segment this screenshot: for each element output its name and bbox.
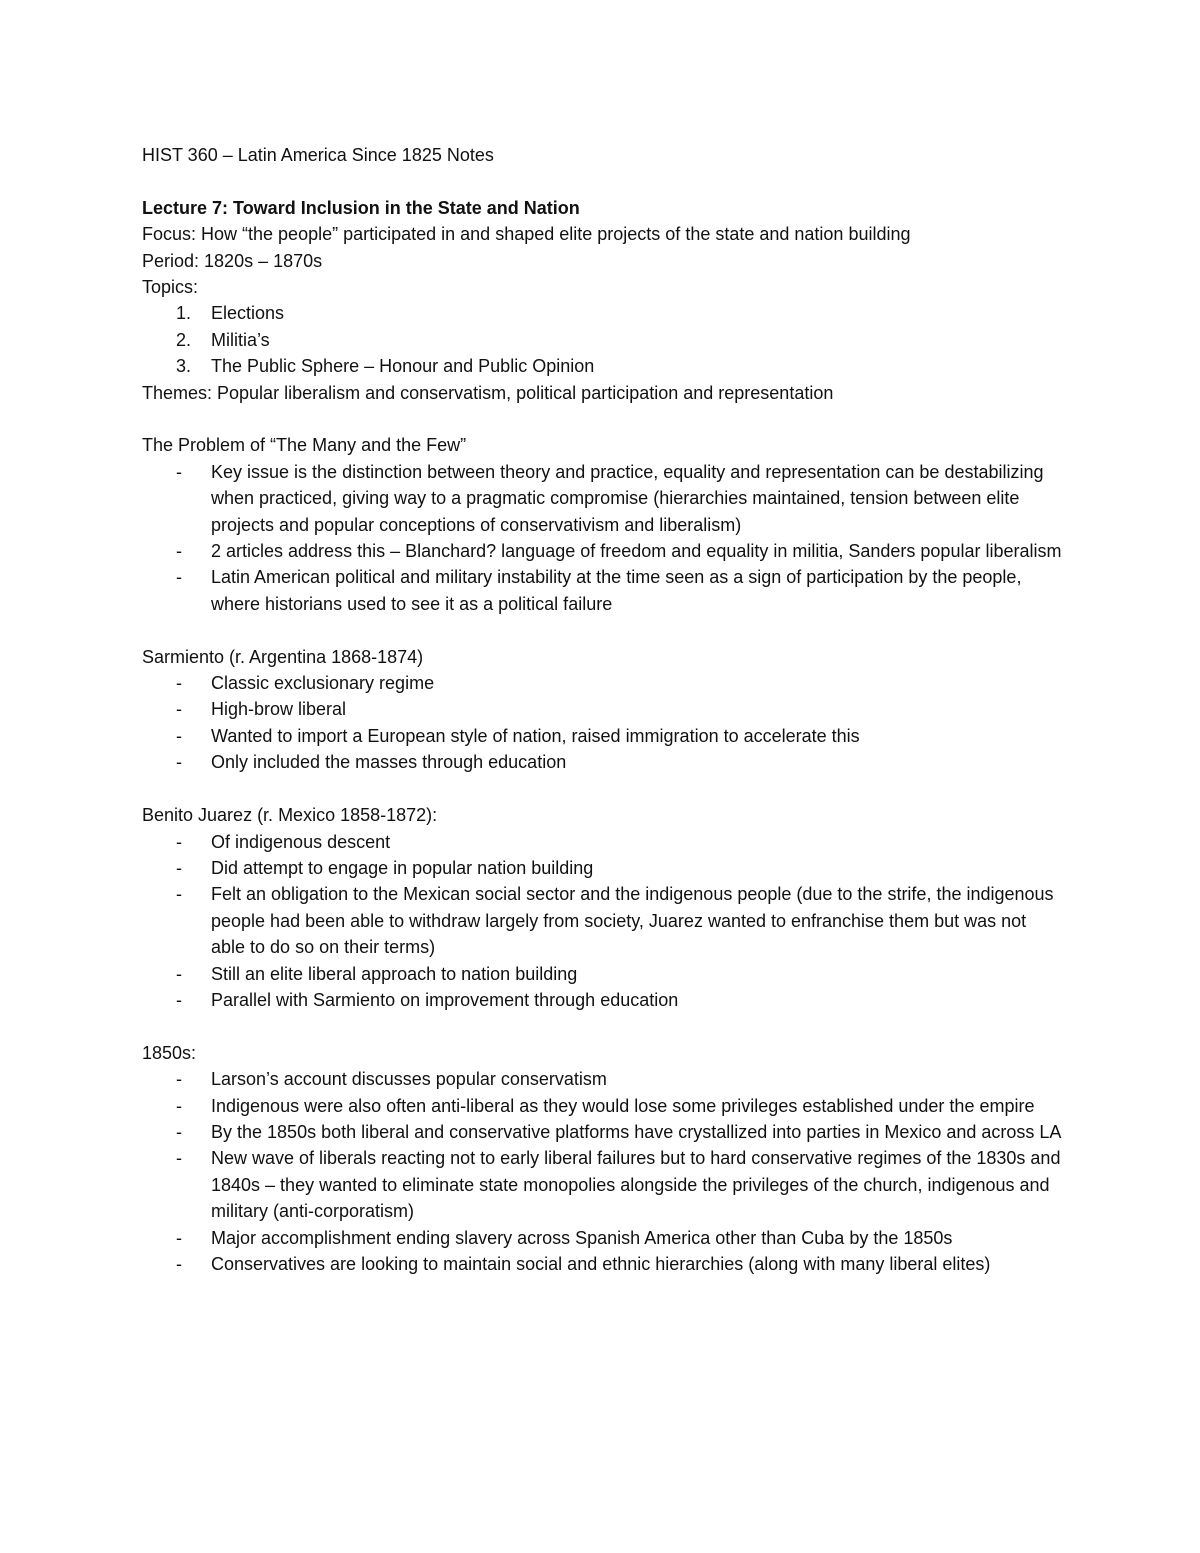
dash-marker: - [176, 673, 182, 694]
list-item [142, 300, 1072, 326]
topics-label: Topics: [142, 277, 199, 298]
list-item-text: Larson’s account discusses popular conservatism [211, 1069, 607, 1090]
list-item [142, 670, 1072, 696]
list-item-text: Conservatives are looking to maintain social and ethnic hierarchies (along with many liberal elites) [211, 1253, 991, 1274]
dash-marker: - [176, 1095, 182, 1116]
dash-marker: - [176, 989, 182, 1010]
section-bullets [142, 670, 1072, 776]
list-item-text: Of indigenous descent [211, 831, 391, 852]
list-item [142, 723, 1072, 749]
section-heading: Benito Juarez (r. Mexico 1858-1872): [142, 805, 438, 826]
list-item [142, 1119, 1072, 1145]
list-item-text: Indigenous were also often anti-liberal as they would lose some privileges established under the empire [211, 1095, 1035, 1116]
list-item-text: Latin American political and military instability at the time seen as a sign of participation by the people, where historians used to see it as a political failure [211, 567, 1022, 614]
list-item-text: Militia’s [211, 329, 270, 350]
list-marker: 3. [176, 356, 192, 377]
dash-marker: - [176, 567, 182, 588]
list-item-text: Classic exclusionary regime [211, 673, 435, 694]
dash-marker: - [176, 1069, 182, 1090]
list-item-text: The Public Sphere – Honour and Public Opinion [211, 356, 595, 377]
list-item [142, 696, 1072, 722]
dash-marker: - [176, 725, 182, 746]
list-item [142, 1093, 1072, 1119]
list-item-text: Parallel with Sarmiento on improvement through education [211, 989, 679, 1010]
section-bullets [142, 1066, 1072, 1277]
list-item-text: High-brow liberal [211, 699, 347, 720]
list-item-text: Wanted to import a European style of nation, raised immigration to accelerate this [211, 725, 860, 746]
list-item-text: 2 articles address this – Blanchard? language of freedom and equality in militia, Sanders popular liberalism [211, 541, 1062, 562]
dash-marker: - [176, 1253, 182, 1274]
themes-line: Themes: Popular liberalism and conservatism, political participation and representation [142, 382, 834, 403]
dash-marker: - [176, 699, 182, 720]
topics-list [142, 300, 1072, 379]
dash-marker: - [176, 1121, 182, 1142]
list-item [142, 829, 1072, 855]
section-bullets [142, 829, 1072, 1014]
dash-marker: - [176, 541, 182, 562]
list-item [142, 1225, 1072, 1251]
list-item [142, 987, 1072, 1013]
list-item [142, 1145, 1072, 1224]
dash-marker: - [176, 461, 182, 482]
list-marker: 1. [176, 303, 192, 324]
section-bullets [142, 459, 1072, 617]
list-item [142, 881, 1072, 960]
dash-marker: - [176, 831, 182, 852]
list-item-text: Elections [211, 303, 285, 324]
list-item [142, 749, 1072, 775]
dash-marker: - [176, 884, 182, 905]
list-item [142, 538, 1072, 564]
list-item-text: Major accomplishment ending slavery across Spanish America other than Cuba by the 1850s [211, 1227, 953, 1248]
list-item [142, 459, 1072, 538]
spacer [142, 1013, 1072, 1039]
dash-marker: - [176, 963, 182, 984]
list-item-text: Key issue is the distinction between theory and practice, equality and representation can be destabilizing when practiced, giving way to a pragmatic compromise (hierarchies maintained, tension between elite projects and popular conceptions of conservativism and liberalism) [211, 461, 1044, 535]
document-page [142, 142, 1072, 1277]
list-item-text: By the 1850s both liberal and conservative platforms have crystallized into parties in Mexico and across LA [211, 1121, 1062, 1142]
list-item [142, 564, 1072, 617]
spacer [142, 406, 1072, 432]
list-item [142, 961, 1072, 987]
list-item [142, 327, 1072, 353]
dash-marker: - [176, 857, 182, 878]
list-item [142, 1066, 1072, 1092]
spacer [142, 776, 1072, 802]
section-heading: 1850s: [142, 1042, 197, 1063]
list-item-text: Did attempt to engage in popular nation building [211, 857, 594, 878]
list-item-text: New wave of liberals reacting not to early liberal failures but to hard conservative regimes of the 1830s and 1840s – they wanted to eliminate state monopolies alongside the privileges of the church, indigenous and military (anti-corporatism) [211, 1148, 1061, 1222]
list-item-text: Felt an obligation to the Mexican social sector and the indigenous people (due to the strife, the indigenous people had been able to withdraw largely from society, Juarez wanted to enfranchise them but was not able to do so on their terms) [211, 884, 1054, 958]
dash-marker: - [176, 1227, 182, 1248]
period-line: Period: 1820s – 1870s [142, 250, 323, 271]
list-item-text: Only included the masses through education [211, 752, 567, 773]
section-heading: The Problem of “The Many and the Few” [142, 435, 467, 456]
document-header: HIST 360 – Latin America Since 1825 Notes [142, 145, 494, 165]
section-heading: Sarmiento (r. Argentina 1868-1874) [142, 646, 424, 667]
list-item [142, 353, 1072, 379]
list-marker: 2. [176, 329, 192, 350]
list-item-text: Still an elite liberal approach to nation building [211, 963, 578, 984]
list-item [142, 855, 1072, 881]
spacer [142, 168, 1072, 194]
dash-marker: - [176, 1148, 182, 1169]
dash-marker: - [176, 752, 182, 773]
lecture-title: Lecture 7: Toward Inclusion in the State and Nation [142, 197, 580, 218]
list-item [142, 1251, 1072, 1277]
focus-line: Focus: How “the people” participated in and shaped elite projects of the state and nation building [142, 224, 911, 245]
spacer [142, 617, 1072, 643]
